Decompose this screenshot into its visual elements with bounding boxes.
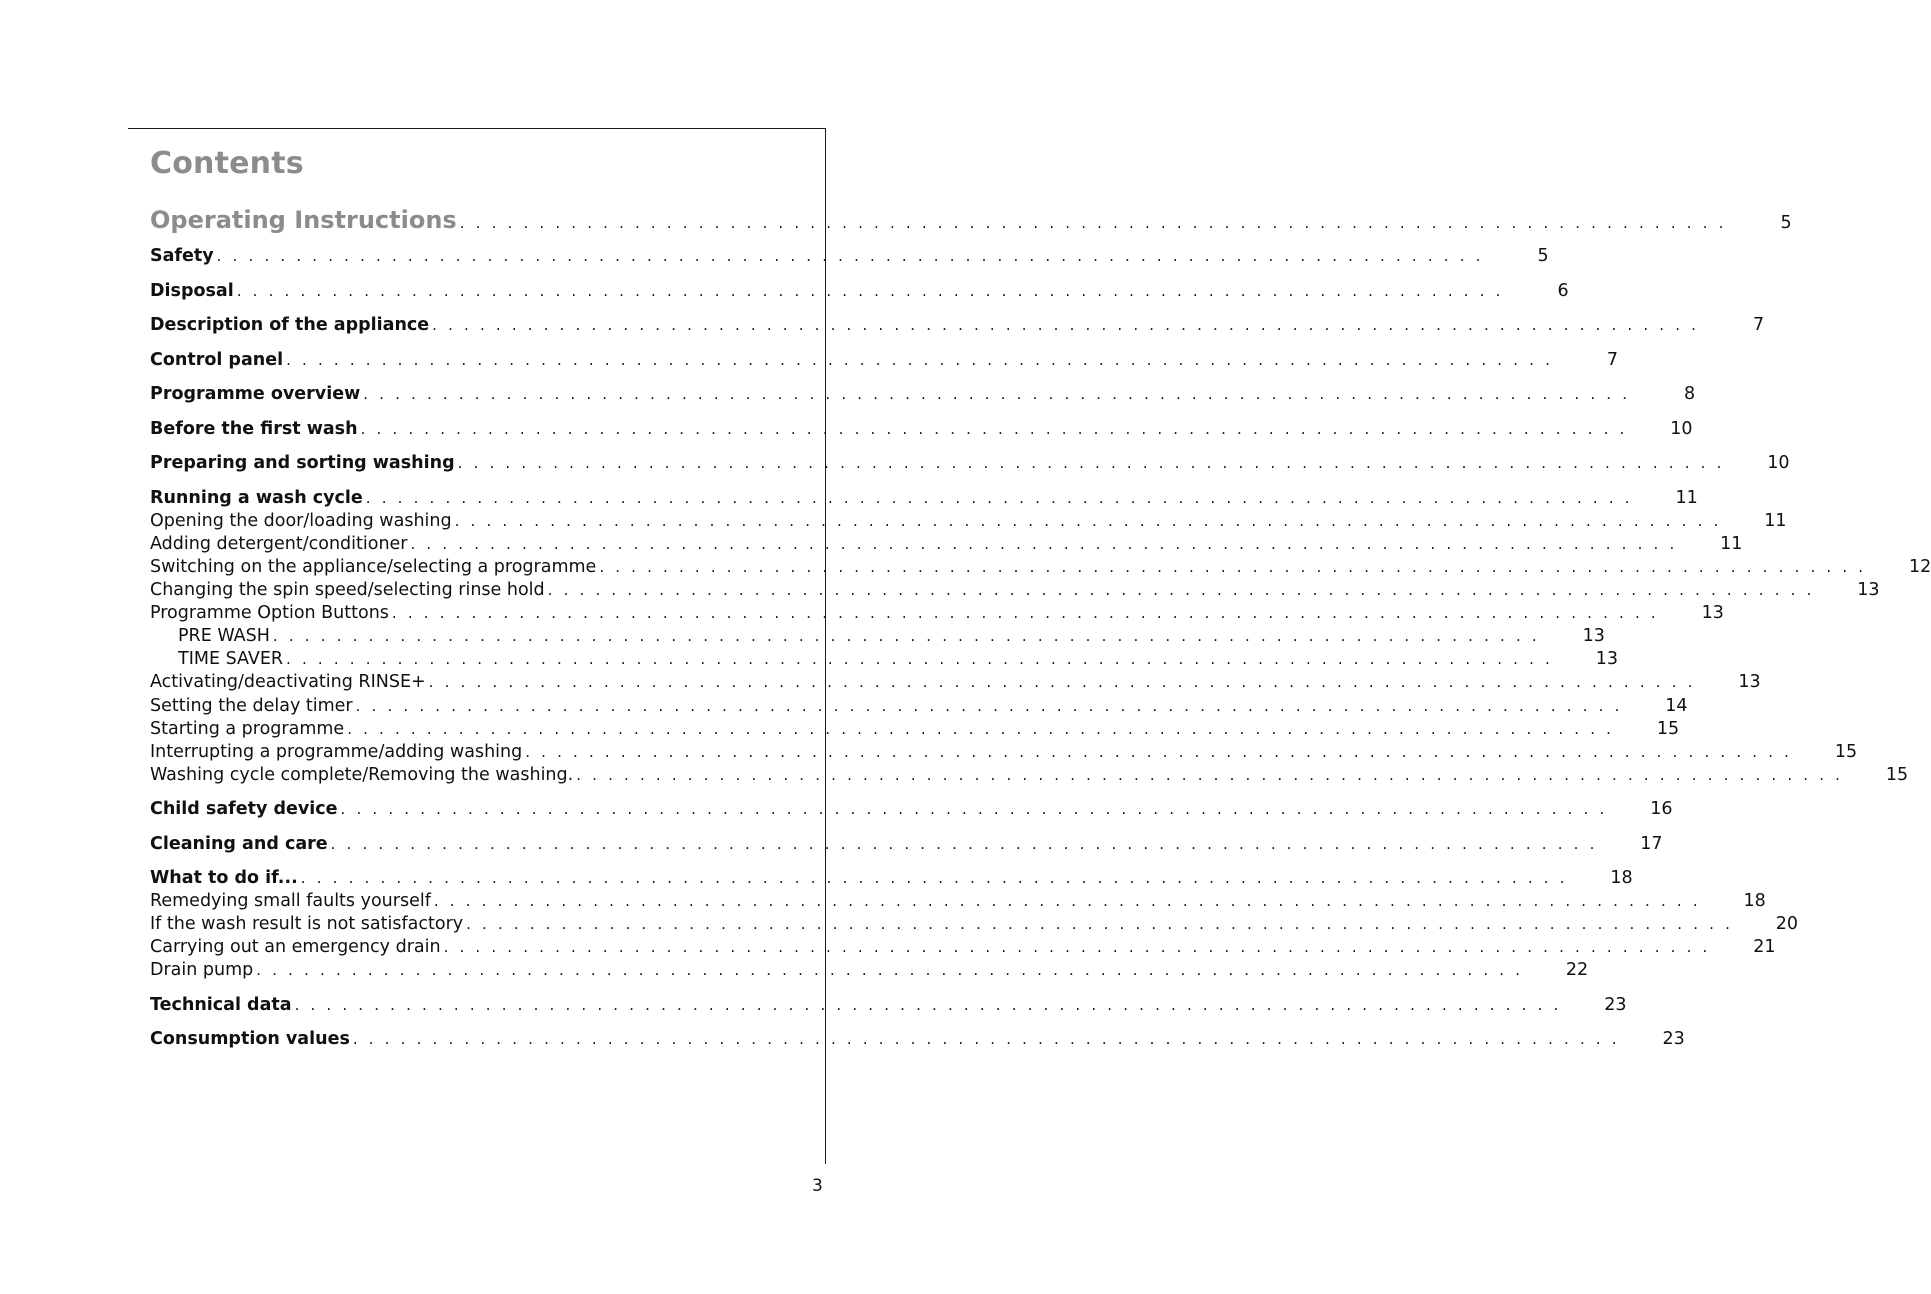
toc-leader-dots: . . . . . . . . . . . . . . . . . . . . . . . . . . . . . . . . . . . . . . . . . . . . . . . . . . . . . . . . . . . . . . . . . . . . . . . . . . . . . . . .: [410, 535, 1678, 553]
toc-entry-page: 11: [1720, 534, 1743, 554]
toc-entry-page: 18: [1610, 868, 1633, 888]
toc-entry-label: Safety: [150, 246, 214, 266]
toc-leader-dots: . . . . . . . . . . . . . . . . . . . . . . . . . . . . . . . . . . . . . . . . . . . . . . . . . . . . . . . . . . . . . . . . . . . . . . . . . . . . . . . .: [360, 420, 1628, 438]
toc-entry-label: Drain pump: [150, 960, 254, 980]
toc-entry: [150, 488, 1698, 512]
toc-leader-dots: . . . . . . . . . . . . . . . . . . . . . . . . . . . . . . . . . . . . . . . . . . . . . . . . . . . . . . . . . . . . . . . . . . . . . . . . . . . . . . . .: [294, 996, 1562, 1014]
toc-entry-label: Disposal: [150, 281, 234, 301]
toc-entry-page: 14: [1665, 696, 1688, 716]
toc-entry-page: 13: [1595, 649, 1618, 669]
toc-entry: [150, 1029, 1685, 1053]
toc-entry: [150, 891, 1766, 915]
toc-leader-dots: . . . . . . . . . . . . . . . . . . . . . . . . . . . . . . . . . . . . . . . . . . . . . . . . . . . . . . . . . . . . . . . . . . . . . . . . . . . . . . . .: [363, 385, 1631, 403]
toc-leader-dots: . . . . . . . . . . . . . . . . . . . . . . . . . . . . . . . . . . . . . . . . . . . . . . . . . . . . . . . . . . . . . . . . . . . . . . . . . . . . . . . .: [454, 512, 1722, 530]
page-title: Contents: [150, 146, 304, 181]
toc-entry: [150, 206, 1792, 240]
toc-entry: [150, 384, 1696, 408]
toc-entry-label: Before the first wash: [150, 419, 358, 439]
toc-entry-page: 20: [1775, 914, 1799, 934]
toc-entry-label: Description of the appliance: [150, 315, 430, 335]
toc-entry-page: 21: [1753, 937, 1776, 957]
toc-entry: [150, 937, 1776, 961]
toc-entry-label: Remedying small faults yourself: [150, 891, 431, 911]
toc-entry: [150, 672, 1761, 696]
toc-leader-dots: . . . . . . . . . . . . . . . . . . . . . . . . . . . . . . . . . . . . . . . . . . . . . . . . . . . . . . . . . . . . . . . . . . . . . . . . . . . . . . . .: [365, 489, 1633, 507]
toc-entry-label: Opening the door/loading washing: [150, 511, 452, 531]
toc-entry-label: Activating/deactivating RINSE+: [150, 672, 426, 692]
toc-entry-page: 8: [1684, 384, 1696, 404]
toc-entry: [150, 453, 1790, 477]
toc-leader-dots: . . . . . . . . . . . . . . . . . . . . . . . . . . . . . . . . . . . . . . . . . . . . . . . . . . . . . . . . . . . . . . . . . . . . . . . . . . . . . . . .: [547, 581, 1815, 599]
toc-entry: [150, 419, 1693, 443]
toc-leader-dots: . . . . . . . . . . . . . . . . . . . . . . . . . . . . . . . . . . . . . . . . . . . . . . . . . . . . . . . . . . . . . . . . . . . . . . . . . . . . . . . .: [428, 673, 1696, 691]
toc-entry-label: Adding detergent/conditioner: [150, 534, 408, 554]
toc-entry-label: Preparing and sorting washing: [150, 453, 455, 473]
toc-entry-label: Child safety device: [150, 799, 338, 819]
page-number: 3: [812, 1176, 823, 1196]
toc-entry-label: Programme Option Buttons: [150, 603, 389, 623]
toc-entry-label: Switching on the appliance/selecting a programme: [150, 557, 597, 577]
toc-leader-dots: . . . . . . . . . . . . . . . . . . . . . . . . . . . . . . . . . . . . . . . . . . . . . . . . . . . . . . . . . . . . . . . . . . . . . . . . . . . . . . . .: [355, 697, 1623, 715]
toc-entry: [150, 995, 1627, 1019]
toc-entry-page: 15: [1834, 742, 1858, 762]
toc-entry-label: Programme overview: [150, 384, 361, 404]
toc-entry-page: 23: [1662, 1029, 1685, 1049]
toc-entry: [150, 603, 1724, 627]
toc-entry-label: Running a wash cycle: [150, 488, 363, 508]
toc-leader-dots: . . . . . . . . . . . . . . . . . . . . . . . . . . . . . . . . . . . . . . . . . . . . . . . . . . . . . . . . . . . . . . . . . . . . . . . . . . . . . . . .: [391, 604, 1659, 622]
toc-entry-page: 7: [1606, 350, 1619, 370]
toc-entry-page: 5: [1537, 246, 1549, 266]
toc-entry-page: 15: [1656, 719, 1680, 739]
toc-entry: [150, 281, 1569, 305]
toc-leader-dots: . . . . . . . . . . . . . . . . . . . . . . . . . . . . . . . . . . . . . . . . . . . . . . . . . . . . . . . . . . . . . . . . . . . . . . . . . . . . . . . .: [432, 316, 1700, 334]
toc-leader-dots: . . . . . . . . . . . . . . . . . . . . . . . . . . . . . . . . . . . . . . . . . . . . . . . . . . . . . . . . . . . . . . . . . . . . . . . . . . . . . . . .: [433, 892, 1701, 910]
toc-leader-dots: . . . . . . . . . . . . . . . . . . . . . . . . . . . . . . . . . . . . . . . . . . . . . . . . . . . . . . . . . . . . . . . . . . . . . . . . . . . . . . . .: [216, 247, 1484, 265]
toc-leader-dots: . . . . . . . . . . . . . . . . . . . . . . . . . . . . . . . . . . . . . . . . . . . . . . . . . . . . . . . . . . . . . . . . . . . . . . . . . . . . . . . .: [576, 766, 1844, 784]
toc-entry: [150, 868, 1633, 892]
toc-entry: [150, 914, 1799, 938]
toc-leader-dots: . . . . . . . . . . . . . . . . . . . . . . . . . . . . . . . . . . . . . . . . . . . . . . . . . . . . . . . . . . . . . . . . . . . . . . . . . . . . . . . .: [236, 282, 1504, 300]
toc-entry-label: What to do if...: [150, 868, 298, 888]
toc-entry-label: PRE WASH: [178, 626, 270, 646]
toc-entry: [150, 315, 1765, 339]
toc-entry-page: 7: [1752, 315, 1765, 335]
toc-entry: [150, 799, 1673, 823]
toc-leader-dots: . . . . . . . . . . . . . . . . . . . . . . . . . . . . . . . . . . . . . . . . . . . . . . . . . . . . . . . . . . . . . . . . . . . . . . . . . . . . . . . .: [272, 627, 1540, 645]
toc-entry-page: 6: [1557, 281, 1569, 301]
toc-entry: [150, 742, 1858, 766]
toc-entry-page: 18: [1743, 891, 1766, 911]
toc-entry-label: Cleaning and care: [150, 834, 328, 854]
toc-leader-dots: . . . . . . . . . . . . . . . . . . . . . . . . . . . . . . . . . . . . . . . . . . . . . . . . . . . . . . . . . . . . . . . . . . . . . . . . . . . . . . . .: [347, 720, 1615, 738]
toc-leader-dots: . . . . . . . . . . . . . . . . . . . . . . . . . . . . . . . . . . . . . . . . . . . . . . . . . . . . . . . . . . . . . . . . . . . . . . . . . . . . . . . .: [286, 650, 1553, 668]
toc-entry-page: 10: [1670, 419, 1693, 439]
toc-entry-page: 5: [1780, 213, 1792, 233]
toc-leader-dots: . . . . . . . . . . . . . . . . . . . . . . . . . . . . . . . . . . . . . . . . . . . . . . . . . . . . . . . . . . . . . . . . . . . . . . . . . . . . . . . .: [300, 869, 1568, 887]
toc-entry-label: Consumption values: [150, 1029, 350, 1049]
toc-leader-dots: . . . . . . . . . . . . . . . . . . . . . . . . . . . . . . . . . . . . . . . . . . . . . . . . . . . . . . . . . . . . . . . . . . . . . . . . . . . . . . . .: [340, 800, 1608, 818]
toc-leader-dots: . . . . . . . . . . . . . . . . . . . . . . . . . . . . . . . . . . . . . . . . . . . . . . . . . . . . . . . . . . . . . . . . . . . . . . . . . . . . . . . .: [459, 214, 1727, 232]
toc-entry: [150, 765, 1909, 789]
toc-entry-label: Setting the delay timer: [150, 696, 353, 716]
toc-entry-page: 11: [1675, 488, 1698, 508]
toc-entry-label: Operating Instructions: [150, 206, 457, 234]
toc-entry: [150, 350, 1619, 374]
toc-entry-page: 16: [1650, 799, 1673, 819]
toc-entry: [150, 534, 1743, 558]
toc-entry: [150, 719, 1680, 743]
toc-entry-label: Technical data: [150, 995, 292, 1015]
toc-entry: [150, 511, 1787, 535]
toc-entry-page: 22: [1565, 960, 1589, 980]
toc-entry-page: 17: [1640, 834, 1663, 854]
toc-entry-page: 12: [1908, 557, 1931, 577]
toc-entry-page: 11: [1764, 511, 1787, 531]
toc-entry: [150, 649, 1618, 673]
toc-leader-dots: . . . . . . . . . . . . . . . . . . . . . . . . . . . . . . . . . . . . . . . . . . . . . . . . . . . . . . . . . . . . . . . . . . . . . . . . . . . . . . . .: [330, 835, 1598, 853]
toc-entry-label: Washing cycle complete/Removing the washing.: [150, 765, 574, 785]
toc-entry-label: Carrying out an emergency drain: [150, 937, 441, 957]
toc-entry: [150, 960, 1589, 984]
toc-leader-dots: . . . . . . . . . . . . . . . . . . . . . . . . . . . . . . . . . . . . . . . . . . . . . . . . . . . . . . . . . . . . . . . . . . . . . . . . . . . . . . . .: [599, 558, 1867, 576]
toc-entry-page: 13: [1857, 580, 1880, 600]
toc-leader-dots: . . . . . . . . . . . . . . . . . . . . . . . . . . . . . . . . . . . . . . . . . . . . . . . . . . . . . . . . . . . . . . . . . . . . . . . . . . . . . . . .: [466, 915, 1734, 933]
toc-entry-label: TIME SAVER: [178, 649, 284, 669]
toc-leader-dots: . . . . . . . . . . . . . . . . . . . . . . . . . . . . . . . . . . . . . . . . . . . . . . . . . . . . . . . . . . . . . . . . . . . . . . . . . . . . . . . .: [525, 743, 1793, 761]
toc-leader-dots: . . . . . . . . . . . . . . . . . . . . . . . . . . . . . . . . . . . . . . . . . . . . . . . . . . . . . . . . . . . . . . . . . . . . . . . . . . . . . . . .: [457, 454, 1725, 472]
toc-leader-dots: . . . . . . . . . . . . . . . . . . . . . . . . . . . . . . . . . . . . . . . . . . . . . . . . . . . . . . . . . . . . . . . . . . . . . . . . . . . . . . . .: [256, 961, 1524, 979]
toc-entry: [150, 246, 1549, 270]
toc-entry-page: 23: [1604, 995, 1627, 1015]
toc-leader-dots: . . . . . . . . . . . . . . . . . . . . . . . . . . . . . . . . . . . . . . . . . . . . . . . . . . . . . . . . . . . . . . . . . . . . . . . . . . . . . . . .: [352, 1030, 1620, 1048]
toc-entry: [150, 580, 1880, 604]
toc-entry-page: 13: [1738, 672, 1761, 692]
toc-entry: [150, 626, 1605, 650]
top-rule: [128, 128, 826, 129]
toc-leader-dots: . . . . . . . . . . . . . . . . . . . . . . . . . . . . . . . . . . . . . . . . . . . . . . . . . . . . . . . . . . . . . . . . . . . . . . . . . . . . . . . .: [443, 938, 1711, 956]
toc-entry-label: If the wash result is not satisfactory: [150, 914, 464, 934]
toc-entry: [150, 696, 1688, 720]
toc-entry-page: 13: [1582, 626, 1605, 646]
toc-entry-label: Control panel: [150, 350, 284, 370]
toc-leader-dots: . . . . . . . . . . . . . . . . . . . . . . . . . . . . . . . . . . . . . . . . . . . . . . . . . . . . . . . . . . . . . . . . . . . . . . . . . . . . . . . .: [286, 351, 1554, 369]
toc-entry-label: Interrupting a programme/adding washing: [150, 742, 523, 762]
toc-entry-page: 13: [1701, 603, 1724, 623]
toc-entry: [150, 557, 1931, 581]
toc-entry: [150, 834, 1663, 858]
toc-entry-page: 15: [1885, 765, 1909, 785]
toc-entry-page: 10: [1767, 453, 1790, 473]
toc-entry-label: Starting a programme: [150, 719, 345, 739]
toc-entry-label: Changing the spin speed/selecting rinse hold: [150, 580, 545, 600]
